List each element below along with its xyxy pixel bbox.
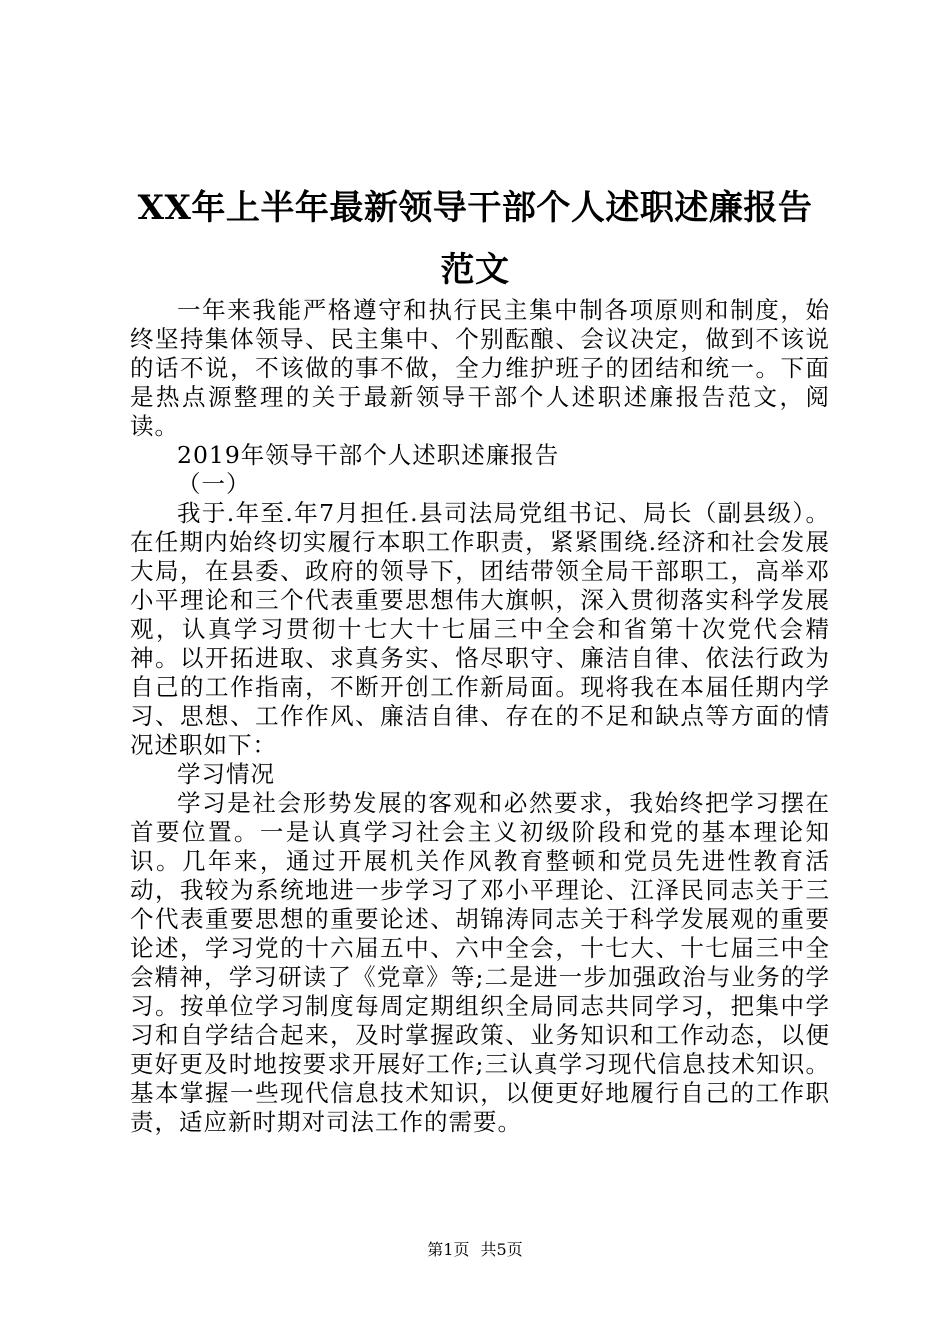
- page-total: 共5页: [480, 1240, 523, 1259]
- document-title-line-1: XX年上半年最新领导干部个人述职述廉报告: [137, 188, 813, 228]
- section-number: （一）: [177, 470, 251, 498]
- body-paragraph: 我于.年至.年7月担任.县司法局党组书记、局长（副县级）。在任期内始终切实履行本职工作职责，紧紧围绕.经济和社会发展大局，在县委、政府的领导下，团结带领全局干部职工，高举邓小平理论和三个代表重要思想伟大旗帜，深入贯彻落实科学发展观，认真学习贯彻十七大十七届三中全会和省第十次党代会精神。以开拓进取、求真务实、恪尽职守、廉洁自律、依法行政为自己的工作指南，不断开创工作新局面。现将我在本届任期内学习、思想、工作作风、廉洁自律、存在的不足和缺点等方面的情况述职如下：: [130, 499, 830, 759]
- body-paragraph: 学习是社会形势发展的客观和必然要求，我始终把学习摆在首要位置。一是认真学习社会主义初级阶段和党的基本理论知识。几年来，通过开展机关作风教育整顿和党员先进性教育活动，我较为系统地进一步学习了邓小平理论、江泽民同志关于三个代表重要思想的重要论述、胡锦涛同志关于科学发展观的重要论述，学习党的十六届五中、六中全会，十七大、十七届三中全会精神，学习研读了《党章》等;二是进一步加强政治与业务的学习。按单位学习制度每周定期组织全局同志共同学习，把集中学习和自学结合起来，及时掌握政策、业务知识和工作动态，以便更好更及时地按要求开展好工作;三认真学习现代信息技术知识。基本掌握一些现代信息技术知识，以便更好地履行自己的工作职责，适应新时期对司法工作的需要。: [130, 789, 830, 1136]
- page-footer: [0, 1240, 950, 1260]
- report-heading: 2019年领导干部个人述职述廉报告: [177, 441, 560, 469]
- document-title-line-2: 范文: [440, 250, 510, 290]
- intro-paragraph: 一年来我能严格遵守和执行民主集中制各项原则和制度，始终坚持集体领导、民主集中、个别酝酿、会议决定，做到不该说的话不说，不该做的事不做，全力维护班子的团结和统一。下面是热点源整理的关于最新领导干部个人述职述廉报告范文，阅读。: [130, 296, 830, 440]
- page-number: 第1页: [427, 1240, 470, 1259]
- section-heading: 学习情况: [177, 760, 275, 788]
- document-body: [130, 296, 830, 1137]
